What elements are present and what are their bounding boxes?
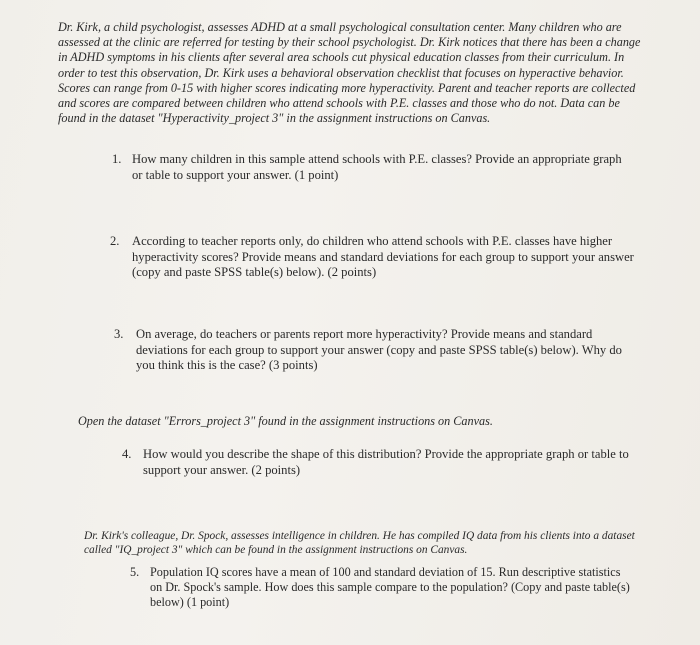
question-number: 5.	[130, 565, 140, 579]
question-text: Population IQ scores have a mean of 100 and standard deviation of 15. Run descriptive statistics on Dr. Spock's sample. How does this sample compare to the population? (Copy and paste table(s) below) (1 point)	[150, 565, 630, 609]
question-2	[110, 234, 638, 281]
question-3	[114, 327, 634, 374]
errors-dataset-note: Open the dataset "Errors_project 3" found in the assignment instructions on Canvas.	[78, 414, 493, 428]
question-number: 2.	[110, 234, 120, 248]
question-number: 4.	[122, 447, 132, 461]
question-text: How many children in this sample attend schools with P.E. classes? Provide an appropriate graph or table to support your answer. (1 point)	[132, 152, 622, 182]
question-text: On average, do teachers or parents report more hyperactivity? Provide means and standard deviations for each group to support your answer (copy and paste SPSS table(s) below). Why do you think this is the case? (3 points)	[136, 327, 622, 372]
intro-paragraph: Dr. Kirk, a child psychologist, assesses ADHD at a small psychological consultation center. Many children who are assessed at the clinic are referred for testing by their school psychologist. Dr. Kirk notices that there has been a change in ADHD symptoms in his clients after several area schools cut physical education classes from their curriculum. In order to test this observation, Dr. Kirk uses a behavioral observation checklist that focuses on hyperactive behavior. Scores can range from 0-15 with higher scores indicating more hyperactivity. Parent and teacher reports are collected and scores are compared between children who attend schools with P.E. classes and those who do not. Data can be found in the dataset "Hyperactivity_project 3" in the assignment instructions on Canvas.	[58, 20, 641, 126]
question-text: How would you describe the shape of this distribution? Provide the appropriate graph or table to support your answer. (2 points)	[143, 447, 629, 477]
question-number: 3.	[114, 327, 124, 341]
question-4	[122, 447, 632, 478]
question-5	[130, 565, 630, 610]
iq-dataset-paragraph: Dr. Kirk's colleague, Dr. Spock, assesses intelligence in children. He has compiled IQ data from his clients into a dataset called "IQ_project 3" which can be found in the assignment instructions on Canvas.	[84, 530, 635, 557]
question-number: 1.	[112, 152, 122, 166]
question-text: According to teacher reports only, do children who attend schools with P.E. classes have higher hyperactivity scores? Provide means and standard deviations for each group to support your answer (copy and paste SPSS table(s) below). (2 points)	[132, 234, 634, 279]
question-1	[112, 152, 632, 183]
